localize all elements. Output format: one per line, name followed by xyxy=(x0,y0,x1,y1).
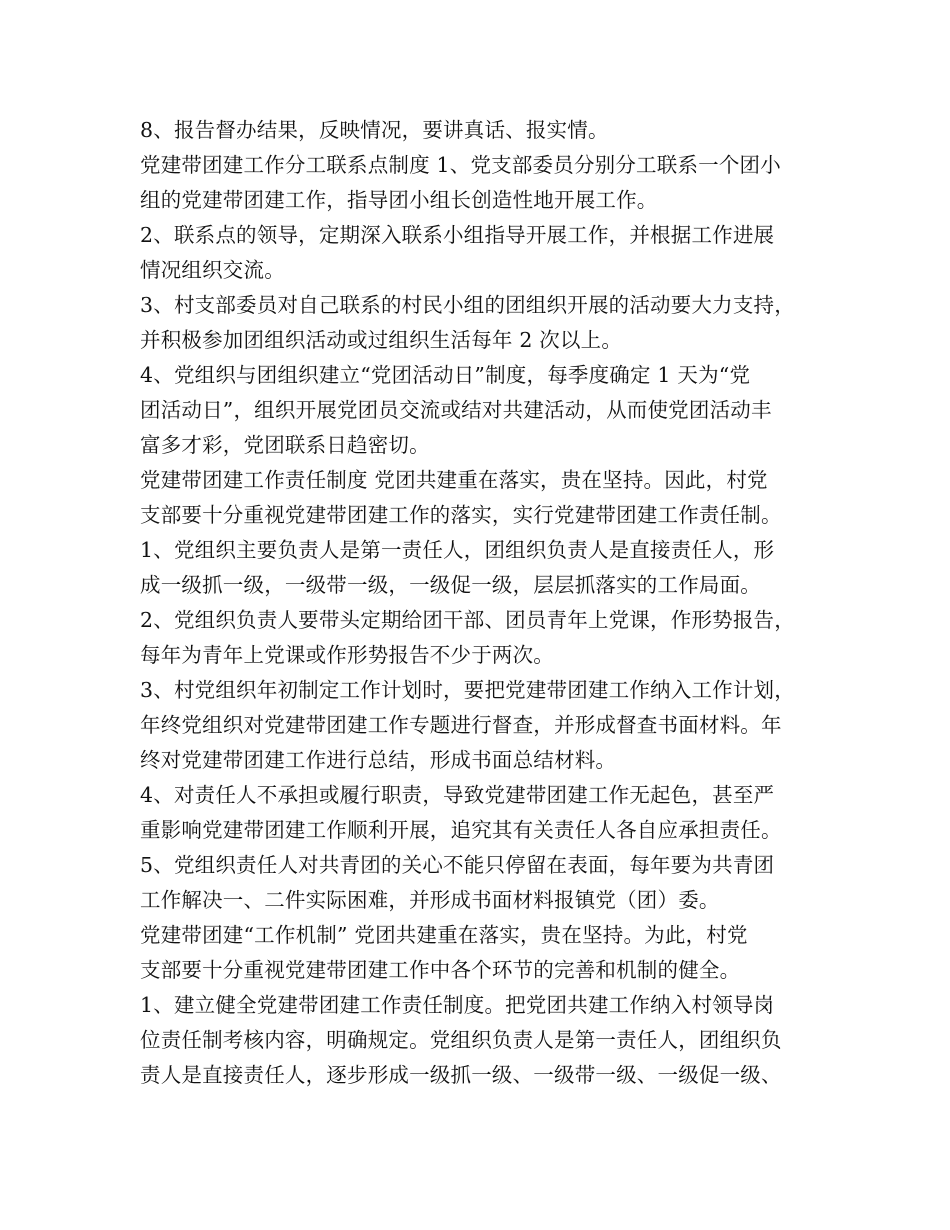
text-line: 情况组织交流。 xyxy=(140,258,285,282)
text-line: 2、联系点的领导，定期深入联系小组指导开展工作，并根据工作进展 xyxy=(140,223,775,247)
text-line: 位责任制考核内容，明确规定。党组织负责人是第一责任人，团组织负 xyxy=(140,1028,782,1052)
text-line: 责人是直接责任人，逐步形成一级抓一级、一级带一级、一级促一级、 xyxy=(140,1063,782,1087)
text-line: 年终党组织对党建带团建工作专题进行督查，并形成督查书面材料。年 xyxy=(140,713,782,737)
text-line: 5、党组织责任人对共青团的关心不能只停留在表面，每年要为共青团 xyxy=(140,853,775,877)
text-line: 组的党建带团建工作，指导团小组长创造性地开展工作。 xyxy=(140,188,658,212)
text-line: 成一级抓一级，一级带一级，一级促一级，层层抓落实的工作局面。 xyxy=(140,573,761,597)
text-line: 并积极参加团组织活动或过组织生活每年 2 次以上。 xyxy=(140,328,623,352)
document-body xyxy=(140,113,820,1093)
text-line: 1、党组织主要负责人是第一责任人，团组织负责人是直接责任人，形 xyxy=(140,538,775,562)
text-line: 3、村支部委员对自己联系的村民小组的团组织开展的活动要大力支持， xyxy=(140,293,795,317)
text-line: 工作解决一、二件实际困难，并形成书面材料报镇党（团）委。 xyxy=(140,888,720,912)
text-line: 重影响党建带团建工作顺利开展，追究其有关责任人各自应承担责任。 xyxy=(140,818,782,842)
text-line: 2、党组织负责人要带头定期给团干部、团员青年上党课，作形势报告， xyxy=(140,608,795,632)
text-line: 支部要十分重视党建带团建工作中各个环节的完善和机制的健全。 xyxy=(140,958,741,982)
text-line: 每年为青年上党课或作形势报告不少于两次。 xyxy=(140,643,554,667)
text-line: 党建带团建工作分工联系点制度 1、党支部委员分别分工联系一个团小 xyxy=(140,153,781,177)
text-line: 终对党建带团建工作进行总结，形成书面总结材料。 xyxy=(140,748,617,772)
text-line: 3、村党组织年初制定工作计划时，要把党建带团建工作纳入工作计划， xyxy=(140,678,795,702)
text-line: 4、党组织与团组织建立“党团活动日”制度，每季度确定 1 天为“党 xyxy=(140,363,751,387)
text-line: 团活动日”，组织开展党团员交流或结对共建活动，从而使党团活动丰 xyxy=(140,398,772,422)
text-line: 党建带团建工作责任制度 党团共建重在落实，贵在坚持。因此，村党 xyxy=(140,468,768,492)
text-line: 4、对责任人不承担或履行职责，导致党建带团建工作无起色，甚至严 xyxy=(140,783,775,807)
text-line: 1、建立健全党建带团建工作责任制度。把党团共建工作纳入村领导岗 xyxy=(140,993,775,1017)
text-line: 党建带团建“工作机制” 党团共建重在落实，贵在坚持。为此，村党 xyxy=(140,923,748,947)
text-line: 8、报告督办结果，反映情况，要讲真话、报实情。 xyxy=(140,118,609,142)
text-line: 支部要十分重视党建带团建工作的落实，实行党建带团建工作责任制。 xyxy=(140,503,782,527)
text-line: 富多才彩，党团联系日趋密切。 xyxy=(140,433,430,457)
